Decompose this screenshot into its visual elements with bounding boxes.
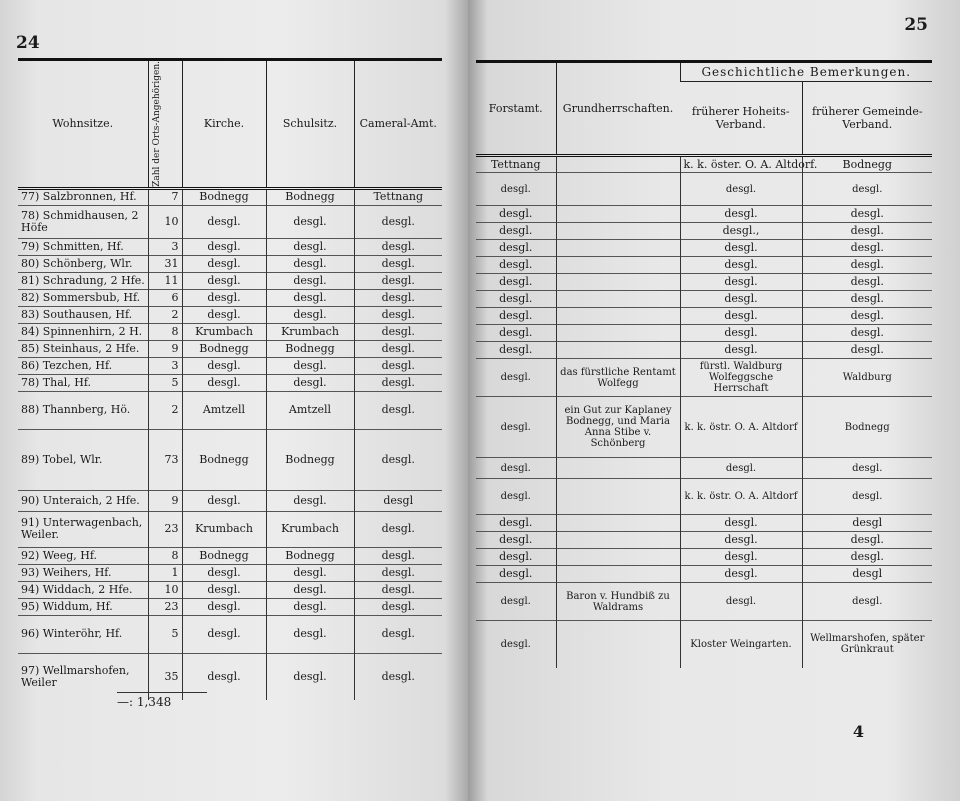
municipal-cell: desgl. [802, 549, 932, 566]
cameral-cell: desgl. [354, 205, 442, 238]
left-table [18, 58, 442, 700]
sovereign-cell: desgl. [680, 515, 802, 532]
table-row [476, 397, 932, 458]
lords-cell [556, 206, 680, 223]
forest-cell: desgl. [476, 308, 556, 325]
table-row [18, 188, 442, 205]
school-cell: desgl. [266, 205, 354, 238]
table-row [476, 206, 932, 223]
table-row [18, 429, 442, 490]
lords-cell [556, 173, 680, 206]
table-row [18, 490, 442, 511]
sovereign-cell: desgl. [680, 566, 802, 583]
sovereign-cell: desgl. [680, 274, 802, 291]
lords-cell [556, 515, 680, 532]
table-row [476, 308, 932, 325]
cameral-cell: desgl. [354, 323, 442, 340]
table-row [476, 156, 932, 173]
church-cell: desgl. [182, 653, 266, 700]
table-row [18, 306, 442, 323]
cameral-cell: desgl. [354, 340, 442, 357]
cameral-cell: desgl. [354, 564, 442, 581]
pop-cell: 23 [148, 598, 182, 615]
header-cameral: Cameral-Amt. [354, 60, 442, 189]
church-cell: desgl. [182, 289, 266, 306]
pop-cell: 3 [148, 238, 182, 255]
pop-cell: 8 [148, 547, 182, 564]
forest-cell: desgl. [476, 479, 556, 515]
lords-cell: ein Gut zur Kaplaney Bodnegg, und Maria Anna Stibe v. Schönberg [556, 397, 680, 458]
cameral-cell: desgl. [354, 238, 442, 255]
pop-cell: 73 [148, 429, 182, 490]
school-cell: desgl. [266, 255, 354, 272]
forest-cell: desgl. [476, 515, 556, 532]
school-cell: desgl. [266, 653, 354, 700]
cameral-cell: Tettnang [354, 188, 442, 205]
sovereign-cell: k. k. öster. O. A. Altdorf. [680, 156, 802, 173]
forest-cell: desgl. [476, 325, 556, 342]
sovereign-cell: desgl. [680, 342, 802, 359]
right-page [468, 0, 960, 801]
sovereign-cell: desgl. [680, 583, 802, 621]
municipal-cell: desgl. [802, 291, 932, 308]
lords-cell [556, 621, 680, 668]
place-cell: 85) Steinhaus, 2 Hfe. [18, 340, 148, 357]
place-cell: 96) Winteröhr, Hf. [18, 615, 148, 653]
pop-cell: 35 [148, 653, 182, 700]
lords-cell [556, 257, 680, 274]
school-cell: Bodnegg [266, 547, 354, 564]
table-row [476, 566, 932, 583]
church-cell: Krumbach [182, 511, 266, 547]
school-cell: desgl. [266, 289, 354, 306]
lords-cell [556, 223, 680, 240]
table-row [476, 291, 932, 308]
table-row [476, 532, 932, 549]
table-row [476, 458, 932, 479]
table-row [476, 479, 932, 515]
pop-cell: 11 [148, 272, 182, 289]
table-row [18, 255, 442, 272]
pop-cell: 8 [148, 323, 182, 340]
lords-cell [556, 549, 680, 566]
school-cell: Bodnegg [266, 429, 354, 490]
cameral-cell: desgl. [354, 653, 442, 700]
table-row [476, 240, 932, 257]
municipal-cell: Wellmarshofen, später Grünkraut [802, 621, 932, 668]
sovereign-cell: k. k. östr. O. A. Altdorf [680, 479, 802, 515]
population-total: —: 1,348 [117, 692, 207, 709]
table-row [476, 325, 932, 342]
table-row [476, 342, 932, 359]
forest-cell: desgl. [476, 583, 556, 621]
pop-cell: 5 [148, 374, 182, 391]
municipal-cell: desgl. [802, 223, 932, 240]
sovereign-cell: k. k. östr. O. A. Altdorf [680, 397, 802, 458]
forest-cell: desgl. [476, 566, 556, 583]
municipal-cell: desgl. [802, 206, 932, 223]
cameral-cell: desgl. [354, 581, 442, 598]
lords-cell [556, 291, 680, 308]
church-cell: desgl. [182, 306, 266, 323]
church-cell: desgl. [182, 615, 266, 653]
municipal-cell: desgl. [802, 583, 932, 621]
place-cell: 90) Unteraich, 2 Hfe. [18, 490, 148, 511]
pop-cell: 5 [148, 615, 182, 653]
church-cell: desgl. [182, 581, 266, 598]
cameral-cell: desgl. [354, 391, 442, 429]
church-cell: desgl. [182, 272, 266, 289]
church-cell: desgl. [182, 490, 266, 511]
school-cell: desgl. [266, 564, 354, 581]
left-page [0, 0, 468, 801]
municipal-cell: desgl. [802, 274, 932, 291]
cameral-cell: desgl. [354, 272, 442, 289]
sovereign-cell: desgl., [680, 223, 802, 240]
municipal-cell: desgl. [802, 257, 932, 274]
sovereign-cell: Kloster Weingarten. [680, 621, 802, 668]
lords-cell [556, 566, 680, 583]
place-cell: 89) Tobel, Wlr. [18, 429, 148, 490]
lords-cell [556, 532, 680, 549]
forest-cell: desgl. [476, 257, 556, 274]
page-number-left: 24 [16, 33, 40, 53]
school-cell: desgl. [266, 238, 354, 255]
table-row [476, 223, 932, 240]
table-row [476, 621, 932, 668]
forest-cell: desgl. [476, 173, 556, 206]
school-cell: Bodnegg [266, 340, 354, 357]
forest-cell: desgl. [476, 621, 556, 668]
pop-cell: 6 [148, 289, 182, 306]
municipal-cell: Waldburg [802, 359, 932, 397]
pop-cell: 1 [148, 564, 182, 581]
place-cell: 84) Spinnenhirn, 2 H. [18, 323, 148, 340]
header-forest: Forstamt. [488, 102, 543, 115]
table-row [18, 581, 442, 598]
place-cell: 86) Tezchen, Hf. [18, 357, 148, 374]
cameral-cell: desgl. [354, 374, 442, 391]
forest-cell: Tettnang [476, 156, 556, 173]
sovereign-cell: desgl. [680, 549, 802, 566]
forest-cell: desgl. [476, 458, 556, 479]
pop-cell: 9 [148, 490, 182, 511]
table-row [18, 615, 442, 653]
cameral-cell: desgl. [354, 306, 442, 323]
school-cell: desgl. [266, 306, 354, 323]
school-cell: desgl. [266, 581, 354, 598]
footer-mark: 4 [852, 722, 864, 741]
cameral-cell: desgl. [354, 429, 442, 490]
school-cell: Krumbach [266, 511, 354, 547]
pop-cell: 3 [148, 357, 182, 374]
sovereign-cell: desgl. [680, 325, 802, 342]
place-cell: 81) Schradung, 2 Hfe. [18, 272, 148, 289]
lords-cell [556, 308, 680, 325]
pop-cell: 9 [148, 340, 182, 357]
school-cell: desgl. [266, 598, 354, 615]
sovereign-cell: desgl. [680, 257, 802, 274]
municipal-cell: desgl. [802, 173, 932, 206]
place-cell: 92) Weeg, Hf. [18, 547, 148, 564]
sovereign-cell: desgl. [680, 458, 802, 479]
forest-cell: desgl. [476, 532, 556, 549]
table-row [18, 391, 442, 429]
header-lords: Grundherrschaften. [556, 62, 680, 156]
forest-cell: desgl. [476, 240, 556, 257]
municipal-cell: desgl. [802, 458, 932, 479]
table-row [476, 274, 932, 291]
lords-cell: Baron v. Hundbiß zu Waldrams [556, 583, 680, 621]
sovereign-cell: desgl. [680, 206, 802, 223]
place-cell: 77) Salzbronnen, Hf. [18, 188, 148, 205]
table-row [18, 340, 442, 357]
sovereign-cell: desgl. [680, 240, 802, 257]
lords-cell [556, 479, 680, 515]
place-cell: 82) Sommersbub, Hf. [18, 289, 148, 306]
church-cell: Bodnegg [182, 340, 266, 357]
table-row [476, 257, 932, 274]
sovereign-cell: desgl. [680, 291, 802, 308]
table-row [476, 173, 932, 206]
table-row [18, 598, 442, 615]
table-row [18, 323, 442, 340]
school-cell: Amtzell [266, 391, 354, 429]
forest-cell: desgl. [476, 223, 556, 240]
church-cell: desgl. [182, 238, 266, 255]
municipal-cell: Bodnegg [802, 156, 932, 173]
church-cell: desgl. [182, 598, 266, 615]
place-cell: 95) Widdum, Hf. [18, 598, 148, 615]
right-table [476, 60, 932, 668]
pop-cell: 10 [148, 581, 182, 598]
municipal-cell: desgl [802, 566, 932, 583]
pop-cell: 31 [148, 255, 182, 272]
table-row [476, 583, 932, 621]
municipal-cell: desgl. [802, 325, 932, 342]
school-cell: desgl. [266, 615, 354, 653]
school-cell: desgl. [266, 374, 354, 391]
church-cell: Krumbach [182, 323, 266, 340]
table-row [18, 547, 442, 564]
table-row [18, 564, 442, 581]
church-cell: desgl. [182, 374, 266, 391]
forest-cell: desgl. [476, 291, 556, 308]
church-cell: Bodnegg [182, 547, 266, 564]
header-municipal: früherer Gemeinde-Verband. [802, 82, 932, 156]
table-row [476, 359, 932, 397]
church-cell: desgl. [182, 564, 266, 581]
table-row [476, 549, 932, 566]
table-row [476, 515, 932, 532]
municipal-cell: Bodnegg [802, 397, 932, 458]
place-cell: 93) Weihers, Hf. [18, 564, 148, 581]
place-cell: 88) Thannberg, Hö. [18, 391, 148, 429]
lords-cell [556, 156, 680, 173]
school-cell: Bodnegg [266, 188, 354, 205]
church-cell: desgl. [182, 357, 266, 374]
forest-cell: desgl. [476, 206, 556, 223]
place-cell: 79) Schmitten, Hf. [18, 238, 148, 255]
church-cell: Bodnegg [182, 188, 266, 205]
sovereign-cell: desgl. [680, 532, 802, 549]
table-row [18, 357, 442, 374]
lords-cell [556, 342, 680, 359]
municipal-cell: desgl. [802, 308, 932, 325]
church-cell: Bodnegg [182, 429, 266, 490]
lords-cell: das fürstliche Rentamt Wolfegg [556, 359, 680, 397]
lords-cell [556, 458, 680, 479]
lords-cell [556, 325, 680, 342]
table-row [18, 238, 442, 255]
cameral-cell: desgl. [354, 511, 442, 547]
municipal-cell: desgl. [802, 342, 932, 359]
cameral-cell: desgl. [354, 357, 442, 374]
cameral-cell: desgl. [354, 615, 442, 653]
lords-cell [556, 274, 680, 291]
header-church: Kirche. [182, 60, 266, 189]
forest-cell: desgl. [476, 397, 556, 458]
page-number-right: 25 [904, 15, 928, 35]
cameral-cell: desgl. [354, 255, 442, 272]
church-cell: desgl. [182, 205, 266, 238]
municipal-cell: desgl [802, 515, 932, 532]
header-place: Wohnsitze. [52, 117, 114, 131]
school-cell: desgl. [266, 357, 354, 374]
pop-cell: 10 [148, 205, 182, 238]
forest-cell: desgl. [476, 342, 556, 359]
school-cell: desgl. [266, 272, 354, 289]
cameral-cell: desgl [354, 490, 442, 511]
forest-cell: desgl. [476, 359, 556, 397]
table-row [18, 653, 442, 700]
cameral-cell: desgl. [354, 289, 442, 306]
pop-cell: 2 [148, 306, 182, 323]
header-pop: Zahl der Orts-Angehörigen. [148, 60, 182, 189]
place-cell: 83) Southausen, Hf. [18, 306, 148, 323]
pop-cell: 7 [148, 188, 182, 205]
header-historical: Geschichtliche Bemerkungen. [680, 62, 932, 82]
school-cell: Krumbach [266, 323, 354, 340]
place-cell: 94) Widdach, 2 Hfe. [18, 581, 148, 598]
municipal-cell: desgl. [802, 532, 932, 549]
table-row [18, 511, 442, 547]
church-cell: Amtzell [182, 391, 266, 429]
table-row [18, 289, 442, 306]
municipal-cell: desgl. [802, 479, 932, 515]
pop-cell: 23 [148, 511, 182, 547]
municipal-cell: desgl. [802, 240, 932, 257]
school-cell: desgl. [266, 490, 354, 511]
place-cell: 91) Unterwagenbach, Weiler. [18, 511, 148, 547]
lords-cell [556, 240, 680, 257]
header-sovereign: früherer Hoheits-Verband. [691, 105, 790, 131]
forest-cell: desgl. [476, 274, 556, 291]
header-school: Schulsitz. [266, 60, 354, 189]
table-row [18, 272, 442, 289]
sovereign-cell: fürstl. Waldburg Wolfeggsche Herrschaft [680, 359, 802, 397]
place-cell: 78) Schmidhausen, 2 Höfe [18, 205, 148, 238]
place-cell: 80) Schönberg, Wlr. [18, 255, 148, 272]
place-cell: 97) Wellmarshofen, Weiler [18, 653, 148, 700]
sovereign-cell: desgl. [680, 173, 802, 206]
forest-cell: desgl. [476, 549, 556, 566]
cameral-cell: desgl. [354, 547, 442, 564]
church-cell: desgl. [182, 255, 266, 272]
place-cell: 78) Thal, Hf. [18, 374, 148, 391]
table-row [18, 205, 442, 238]
table-row [18, 374, 442, 391]
sovereign-cell: desgl. [680, 308, 802, 325]
pop-cell: 2 [148, 391, 182, 429]
cameral-cell: desgl. [354, 598, 442, 615]
